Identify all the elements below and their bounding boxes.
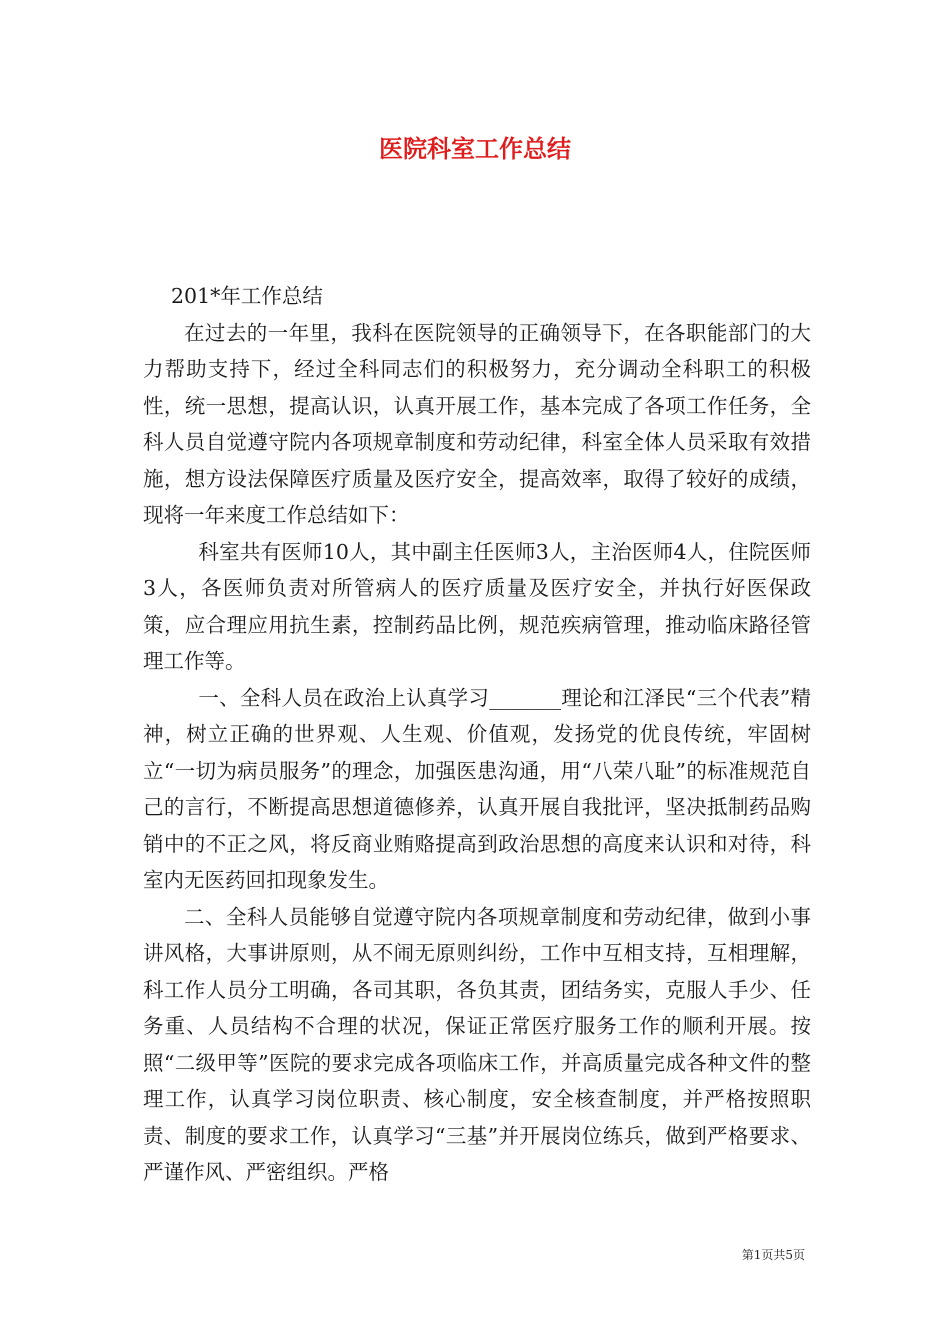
paragraph-intro: 在过去的一年里，我科在医院领导的正确领导下，在各职能部门的大力帮助支持下，经过全科同志们的积极努力，充分调动全科职工的积极性，统一思想，提高认识，认真开展工作，基本完成了各项工作任务，全科人员自觉遵守院内各项规章制度和劳动纪律，科室全体人员采取有效措施，想方设法保障医疗质量及医疗安全，提高效率，取得了较好的成绩，现将一年来度工作总结如下：	[143, 320, 811, 527]
paragraph-staffing: 科室共有医师10人，其中副主任医师3人，主治医师4人，住院医师3人，各医师负责对所管病人的医疗质量及医疗安全，并执行好医保政策，应合理应用抗生素，控制药品比例，规范疾病管理，推动临床路径管理工作等。	[143, 539, 811, 673]
page-number: 第1页共5页	[741, 1248, 805, 1262]
document-body	[143, 278, 811, 1191]
paragraph-section-one: 一、全科人员在政治上认真学习_______理论和江泽民“三个代表”精神，树立正确的世界观、人生观、价值观，发扬党的优良传统，牢固树立“一切为病员服务”的理念，加强医患沟通，用“八荣八耻”的标准规范自己的言行，不断提高思想道德修养，认真开展自我批评，坚决抵制药品购销中的不正之风，将反商业贿赂提高到政治思想的高度来认识和对待，科室内无医药回扣现象发生。	[143, 685, 811, 892]
section-heading: 201*年工作总结	[171, 284, 323, 308]
document-title: 医院科室工作总结	[379, 134, 571, 163]
paragraph-section-two: 二、全科人员能够自觉遵守院内各项规章制度和劳动纪律，做到小事讲风格，大事讲原则，从不闹无原则纠纷，工作中互相支持，互相理解，科工作人员分工明确，各司其职，各负其责，团结务实，克服人手少、任务重、人员结构不合理的状况，保证正常医疗服务工作的顺利开展。按照“二级甲等”医院的要求完成各项临床工作，并高质量完成各种文件的整理工作，认真学习岗位职责、核心制度，安全核查制度，并严格按照职责、制度的要求工作，认真学习“三基”并开展岗位练兵，做到严格要求、严谨作风、严密组织。严格	[143, 904, 811, 1184]
